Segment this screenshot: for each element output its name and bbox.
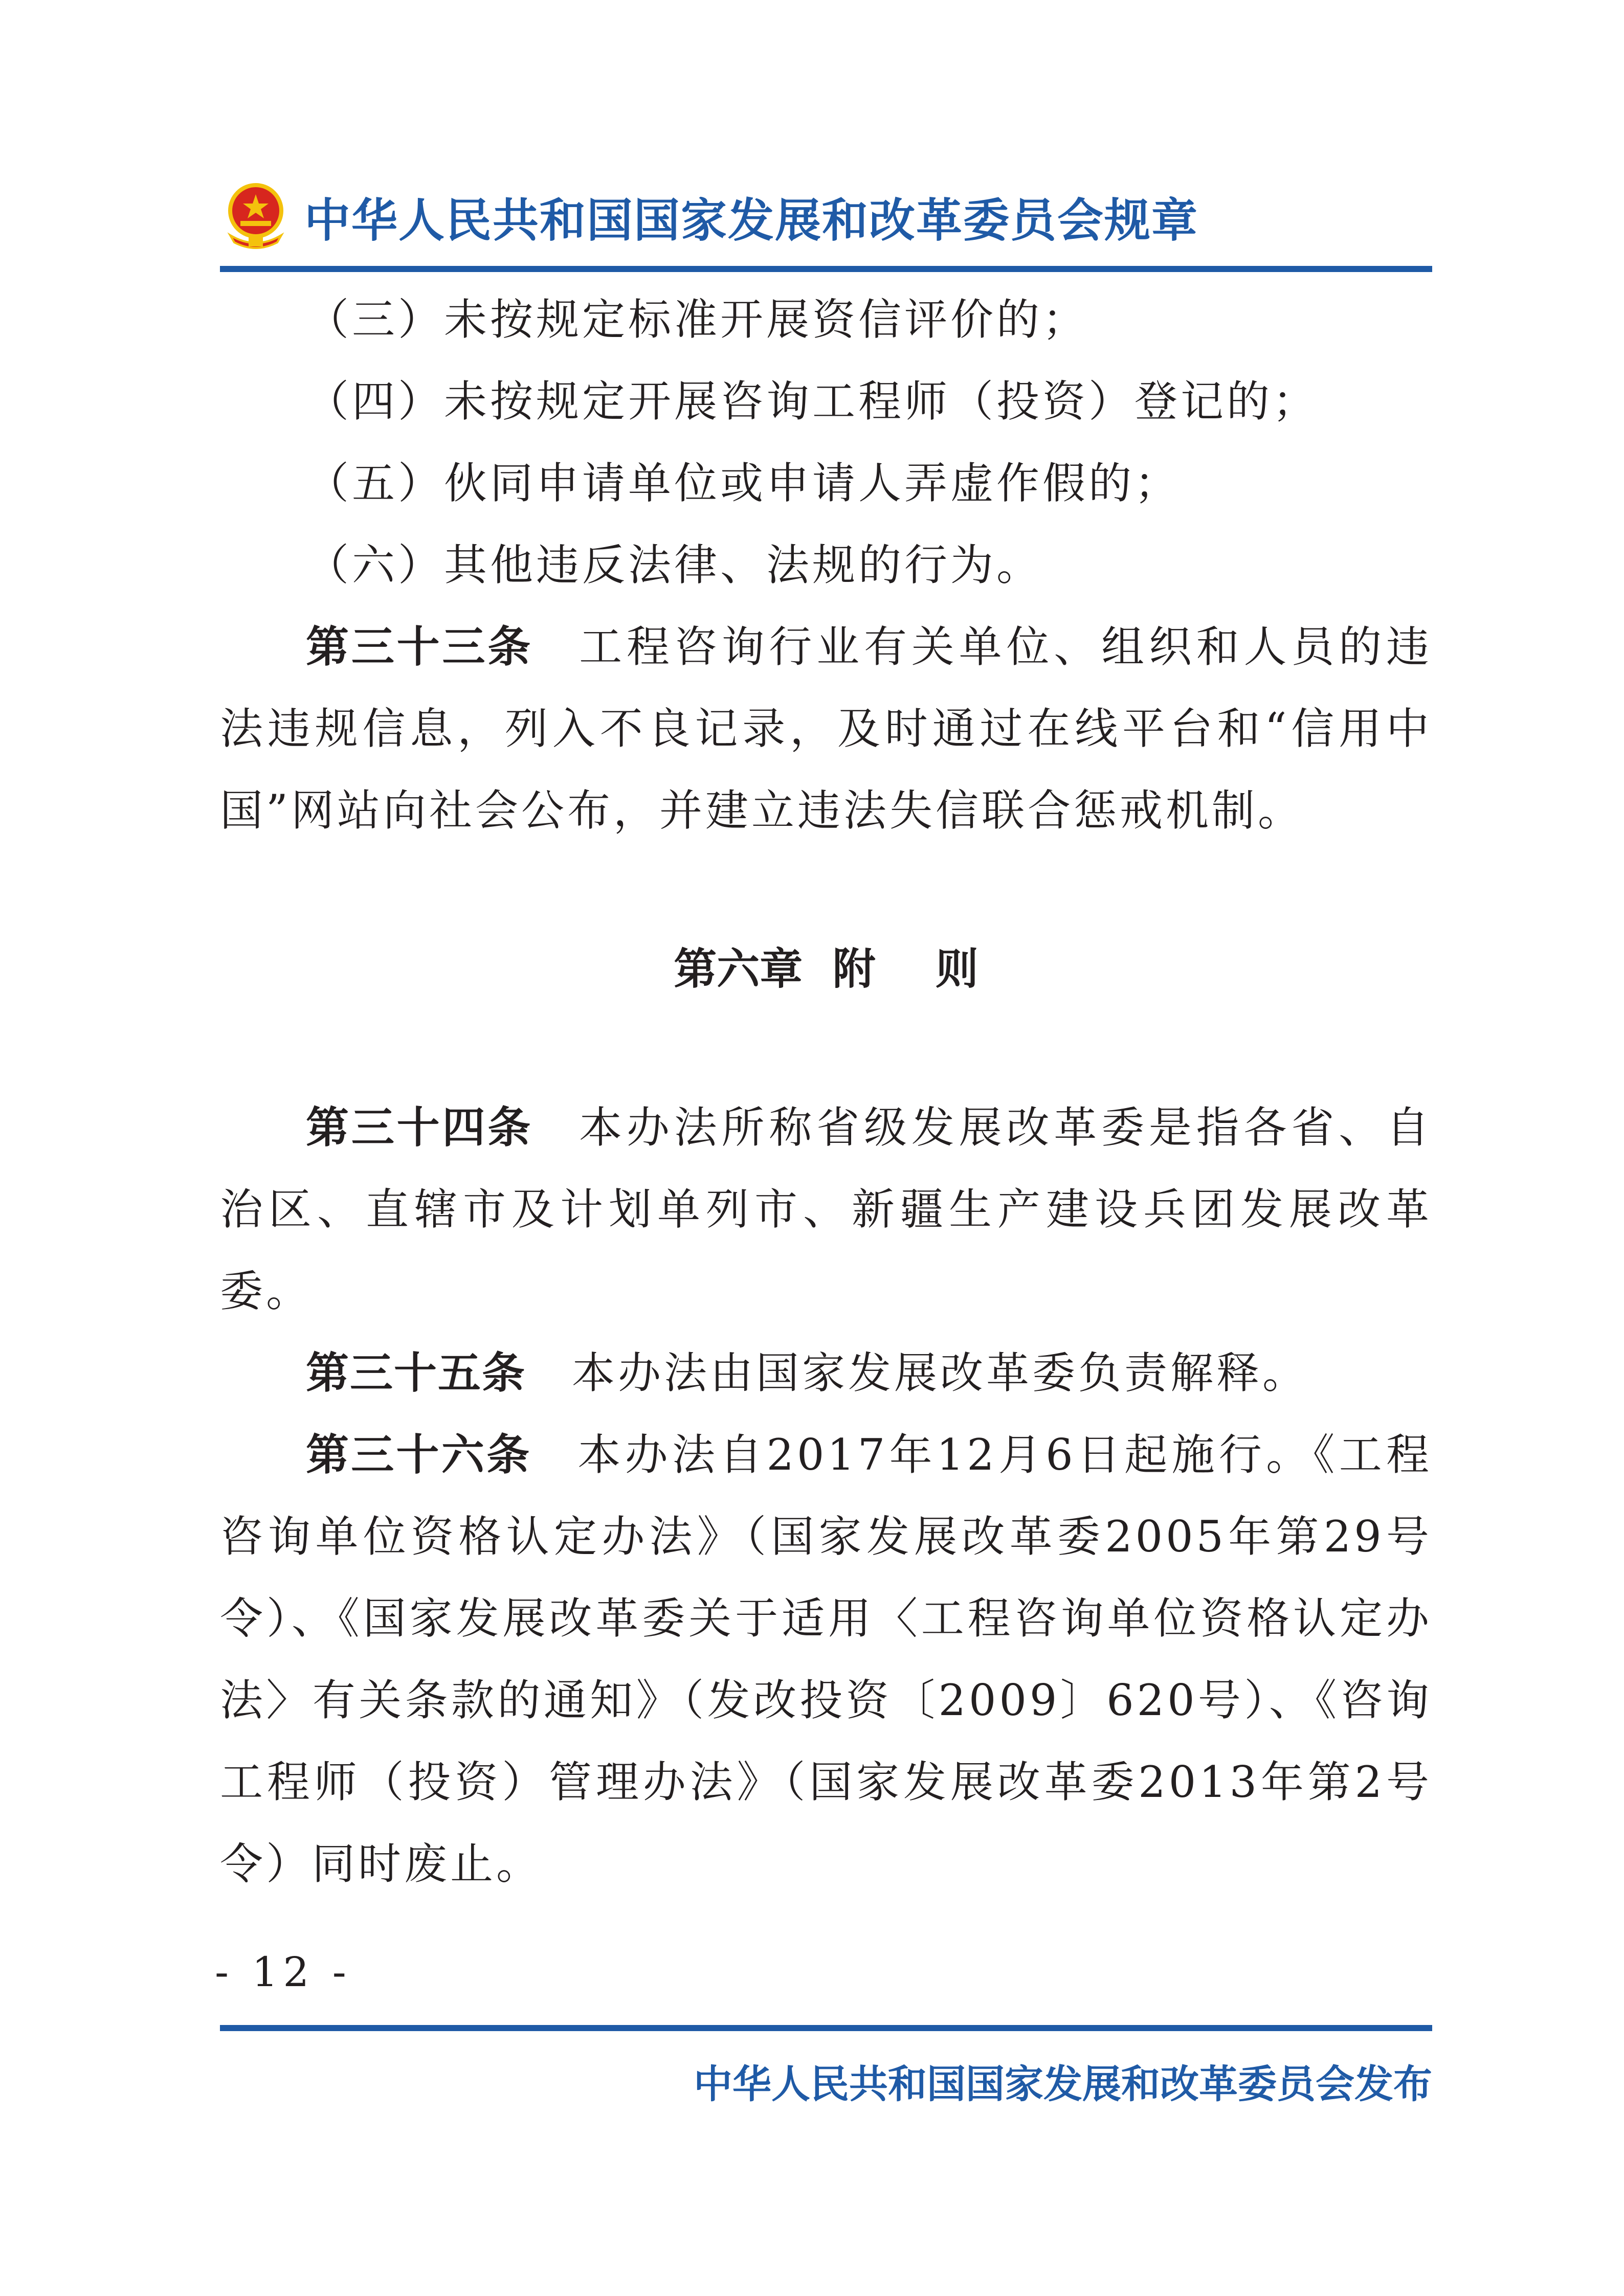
header-divider <box>220 266 1432 272</box>
article-text: 本办法由国家发展改革委负责解释。 <box>572 1348 1309 1398</box>
article-label: 第三十三条 <box>306 622 533 672</box>
article-35 <box>220 1332 1432 1414</box>
page-number: - 12 - <box>215 1948 351 1996</box>
list-item: （四）未按规定开展咨询工程师（投资）登记的； <box>306 376 1319 426</box>
chapter-title: 第六章 附 则 <box>674 944 978 994</box>
header-title: 中华人民共和国国家发展和改革委员会规章 <box>304 194 1198 247</box>
article-text: 本办法自2017年12月6日起施行。《工程咨询单位资格认定办法》（国家发展改革委2005年第29号令）、《国家发展改革委关于适用〈工程咨询单位资格认定办法〉有关条款的通知》（发改投资〔2009〕620号）、《咨询工程师（投资）管理办法》（国家发展改革委2013年第2号令）同时废止。 <box>220 1430 1432 1889</box>
national-emblem-icon <box>220 179 292 251</box>
article-label: 第三十五条 <box>306 1348 526 1398</box>
list-item: （五）伙同申请单位或申请人弄虚作假的； <box>306 458 1181 508</box>
article-label: 第三十四条 <box>306 1102 533 1153</box>
article-text: 本办法所称省级发展改革委是指各省、自治区、直辖市及计划单列市、新疆生产建设兵团发展改革委。 <box>220 1102 1432 1316</box>
document-body <box>220 279 1432 1905</box>
article-33 <box>220 606 1432 851</box>
page-header <box>220 174 1432 266</box>
article-34 <box>220 1087 1432 1332</box>
footer-publisher: 中华人民共和国国家发展和改革委员会发布 <box>694 2061 1432 2107</box>
list-item: （三）未按规定标准开展资信评价的； <box>306 295 1089 345</box>
article-36 <box>220 1414 1432 1905</box>
list-item: （六）其他违反法律、法规的行为。 <box>306 540 1043 590</box>
footer-divider <box>220 2025 1432 2031</box>
article-text: 工程咨询行业有关单位、组织和人员的违法违规信息，列入不良记录，及时通过在线平台和“信用中国”网站向社会公布，并建立违法失信联合惩戒机制。 <box>220 622 1432 836</box>
article-label: 第三十六条 <box>306 1430 532 1480</box>
